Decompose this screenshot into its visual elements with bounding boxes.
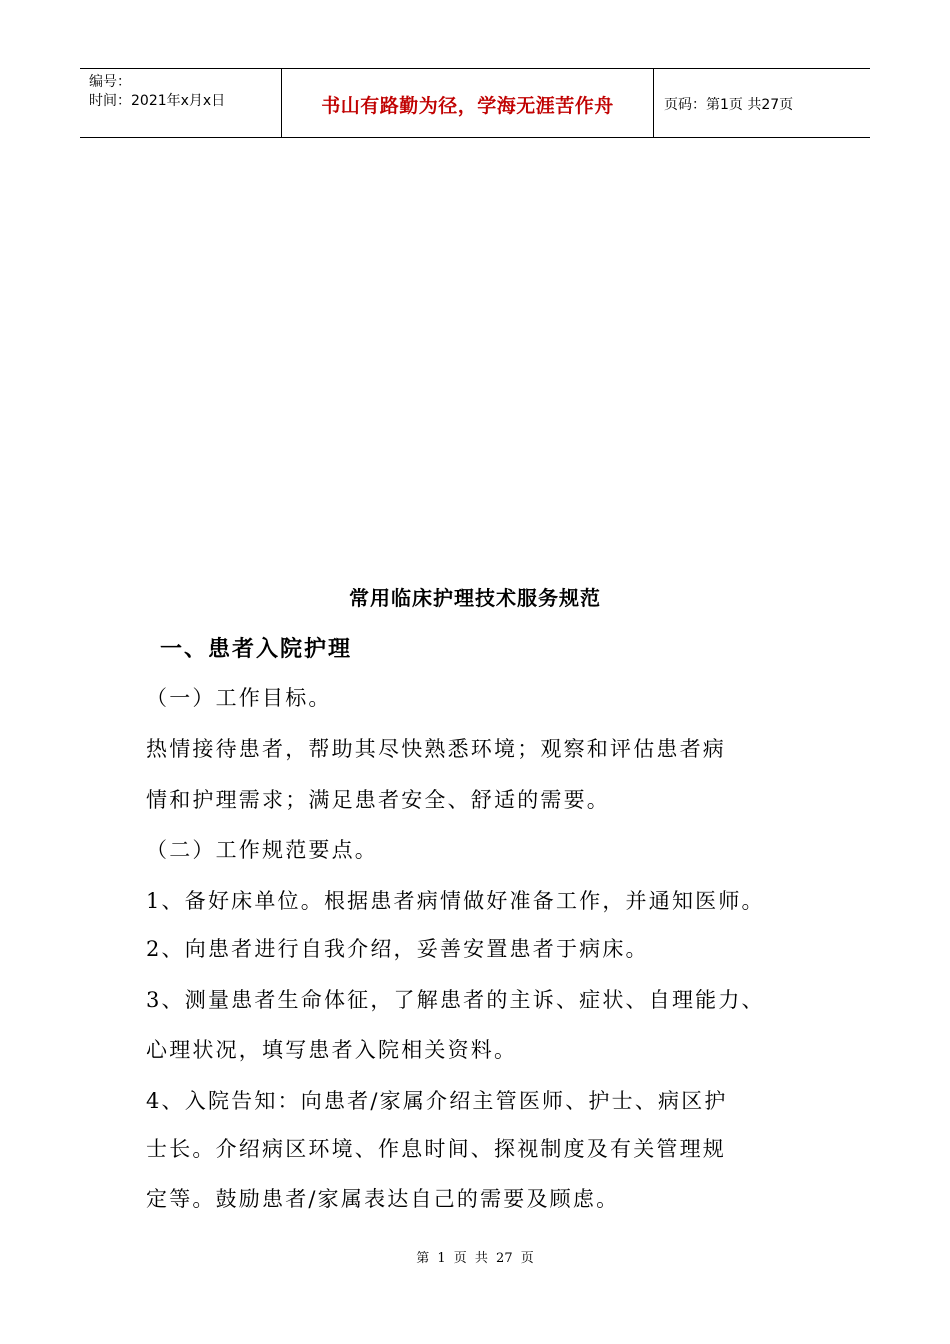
paragraph-line: 3、测量患者生命体征，了解患者的主诉、症状、自理能力、 [146, 988, 765, 1012]
paragraph-line: 2、向患者进行自我介绍，妥善安置患者于病床。 [146, 937, 649, 961]
page-footer: 第 1 页 共 27 页 [416, 1251, 534, 1266]
paragraph-line: 士长。介绍病区环境、作息时间、探视制度及有关管理规 [146, 1137, 726, 1161]
paragraph-line: （一）工作目标。 [146, 686, 332, 710]
paragraph-line: 情和护理需求；满足患者安全、舒适的需要。 [146, 788, 610, 812]
paragraph-line: 定等。鼓励患者/家属表达自己的需要及顾虑。 [146, 1187, 620, 1211]
time-label: 时间：2021年x月x日 [89, 93, 226, 109]
paragraph-line: 4、入院告知：向患者/家属介绍主管医师、护士、病区护 [146, 1089, 728, 1113]
page-header [80, 68, 870, 138]
paragraph-line: 热情接待患者，帮助其尽快熟悉环境；观察和评估患者病 [146, 737, 726, 761]
paragraph-line: （二）工作规范要点。 [146, 838, 378, 862]
section-heading: 一、患者入院护理 [160, 636, 353, 662]
header-meta [80, 69, 282, 137]
header-motto-cell [282, 69, 654, 137]
serial-number-label: 编号： [89, 74, 131, 90]
paragraph-line: 心理状况，填写患者入院相关资料。 [146, 1038, 518, 1062]
header-page-info: 页码：第1页 共27页 [664, 97, 794, 113]
paragraph-line: 1、备好床单位。根据患者病情做好准备工作，并通知医师。 [146, 889, 765, 913]
header-page-info-cell [654, 69, 870, 137]
document-title: 常用临床护理技术服务规范 [349, 586, 601, 610]
header-motto: 书山有路勤为径，学海无涯苦作舟 [321, 94, 614, 117]
